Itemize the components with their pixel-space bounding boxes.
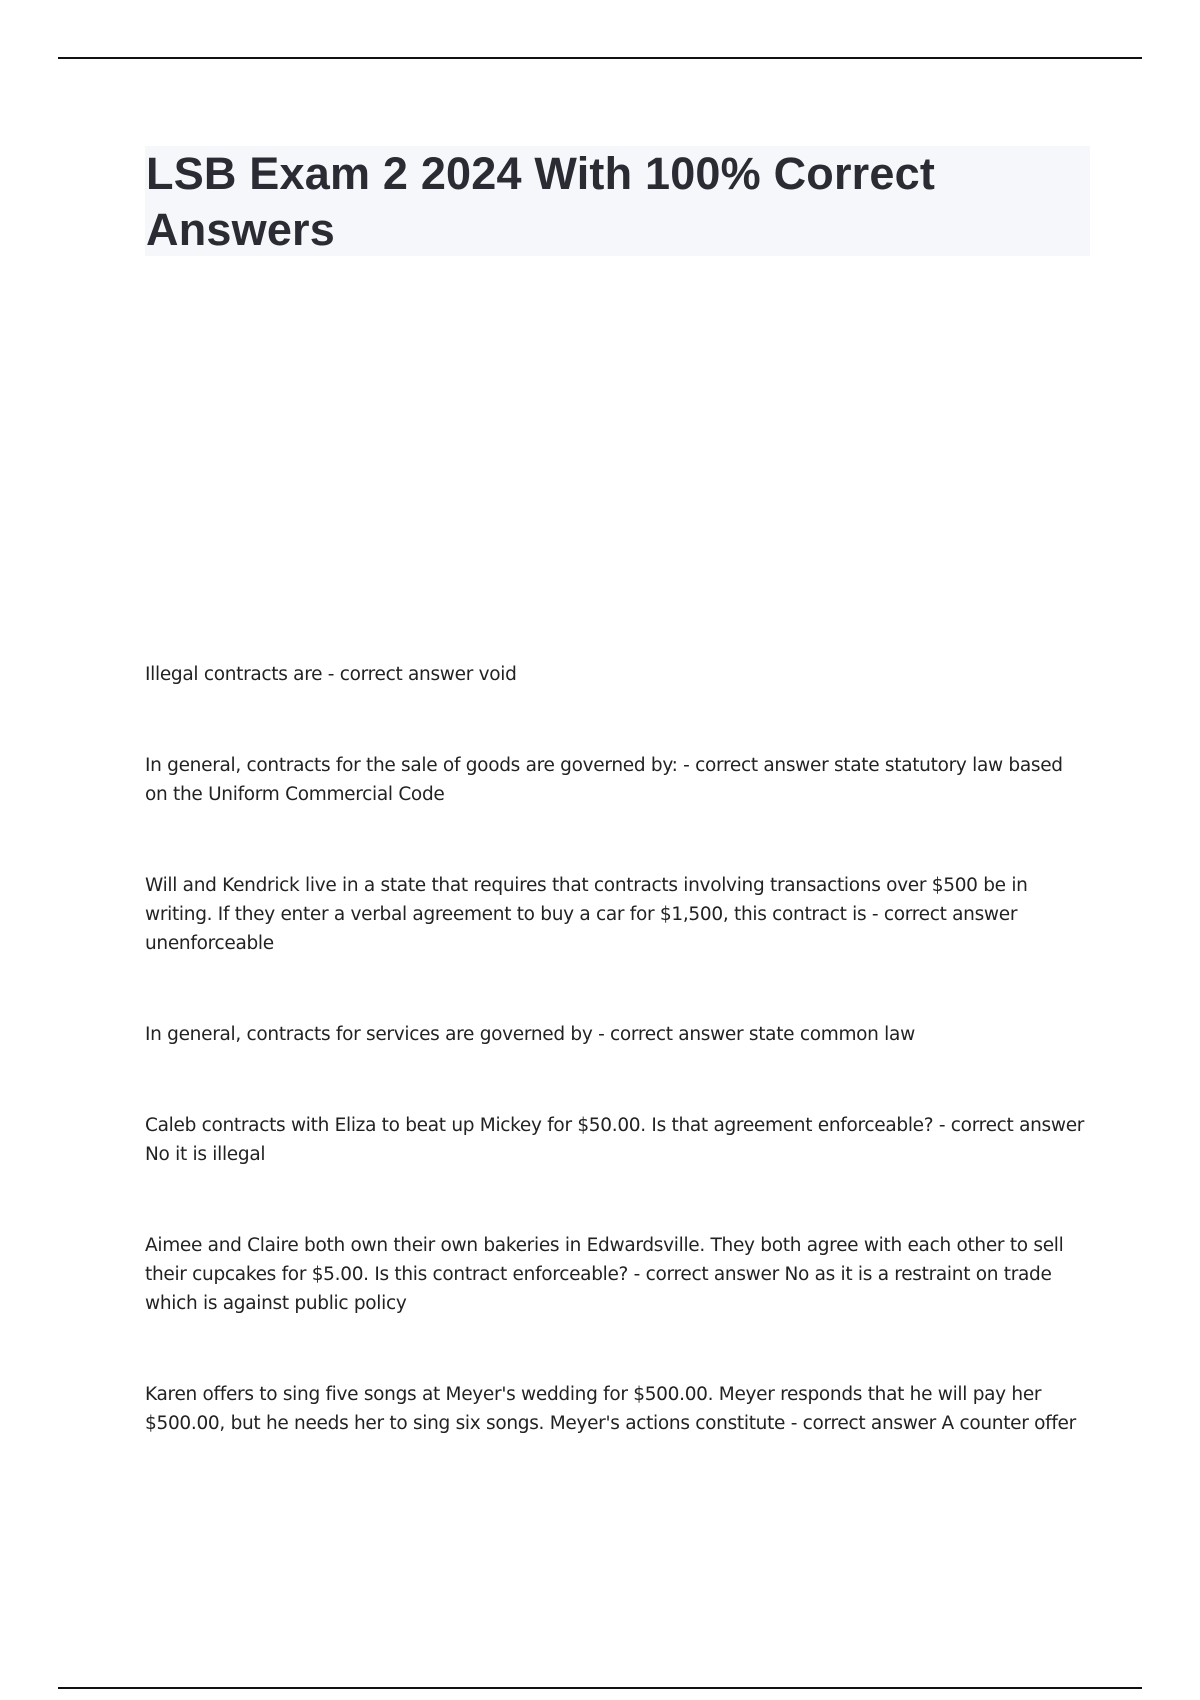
header-rule <box>58 57 1142 59</box>
qa-item: Karen offers to sing five songs at Meyer's wedding for $500.00. Meyer responds that he will pay her $500.00, but he needs her to sing six songs. Meyer's actions constitute - correct answer A counter offer <box>145 1384 1076 1434</box>
qa-item: Caleb contracts with Eliza to beat up Mickey for $50.00. Is that agreement enforceable? - correct answer No it is illegal <box>145 1115 1085 1165</box>
qa-list <box>145 660 1090 1438</box>
qa-item: Illegal contracts are - correct answer void <box>145 664 517 685</box>
document-title: LSB Exam 2 2024 With 100% Correct Answers <box>146 148 936 255</box>
qa-item: Aimee and Claire both own their own bakeries in Edwardsville. They both agree with each other to sell their cupcakes for $5.00. Is this contract enforceable? - correct answer No as it is a restraint on trade which is against public policy <box>145 1235 1064 1314</box>
qa-item: In general, contracts for the sale of goods are governed by: - correct answer state statutory law based on the Uniform Commercial Code <box>145 755 1063 805</box>
qa-item: In general, contracts for services are governed by - correct answer state common law <box>145 1024 915 1045</box>
title-block <box>145 146 1090 256</box>
footer-rule <box>58 1687 1142 1689</box>
qa-item: Will and Kendrick live in a state that requires that contracts involving transactions over $500 be in writing. If they enter a verbal agreement to buy a car for $1,500, this contract is - correct answer unenforceable <box>145 875 1028 954</box>
